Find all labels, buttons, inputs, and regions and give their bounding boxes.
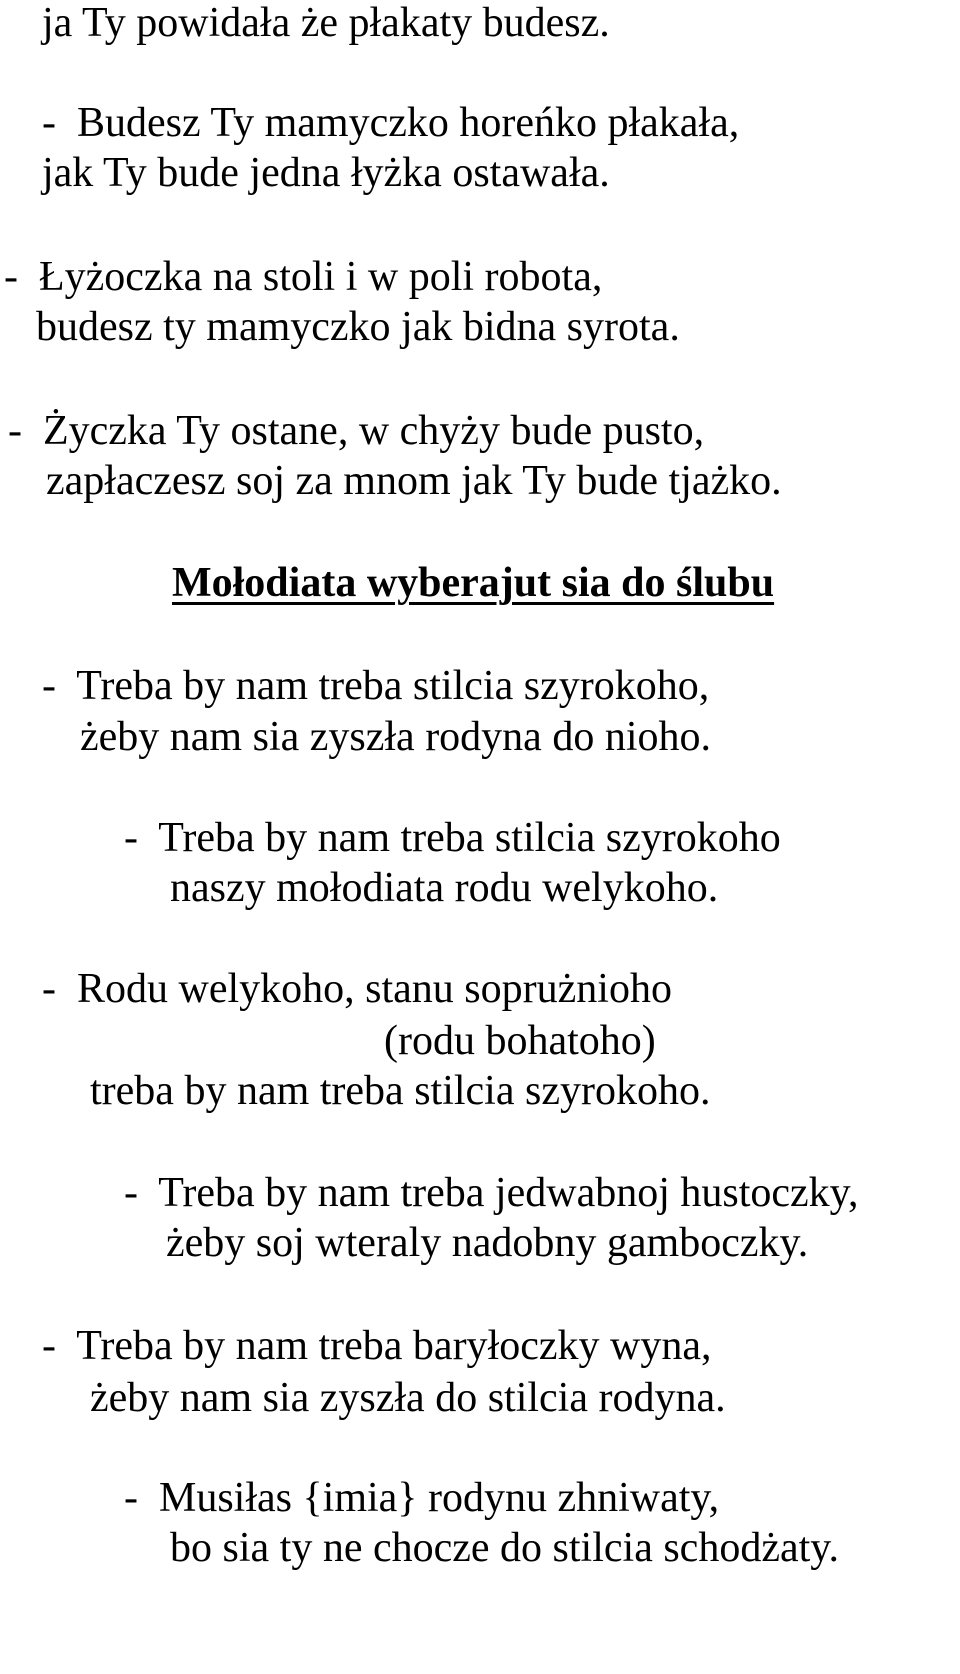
stanza-4-line-2: żeby nam sia zyszła rodyna do nioho. <box>80 714 711 760</box>
stanza-2-line-1: - Łyżoczka na stoli i w poli robota, <box>4 254 603 300</box>
stanza-2-line-2: budesz ty mamyczko jak bidna syrota. <box>36 304 680 350</box>
stanza-5-line-1: - Treba by nam treba stilcia szyrokoho <box>124 815 781 861</box>
stanza-9-line-2: bo sia ty ne chocze do stilcia schodżaty. <box>170 1525 840 1571</box>
section-heading: Mołodiata wyberajut sia do ślubu <box>172 560 775 606</box>
intro-line: ja Ty powidała że płakaty budesz. <box>42 0 610 46</box>
stanza-1-line-2: jak Ty bude jedna łyżka ostawała. <box>42 150 610 196</box>
stanza-5-line-2: naszy mołodiata rodu welykoho. <box>170 865 719 911</box>
stanza-8-line-2: żeby nam sia zyszła do stilcia rodyna. <box>90 1375 726 1421</box>
stanza-7-line-2: żeby soj wteraly nadobny gamboczky. <box>166 1220 809 1266</box>
stanza-9-line-1: - Musiłas {imia} rodynu zhniwaty, <box>124 1475 720 1521</box>
stanza-6-line-2: (rodu bohatoho) <box>384 1018 656 1064</box>
stanza-6-line-1: - Rodu welykoho, stanu soprużnioho <box>42 966 672 1012</box>
stanza-8-line-1: - Treba by nam treba baryłoczky wyna, <box>42 1323 712 1369</box>
stanza-6-line-3: treba by nam treba stilcia szyrokoho. <box>90 1068 711 1114</box>
stanza-3-line-1: - Życzka Ty ostane, w chyży bude pusto, <box>8 408 705 454</box>
stanza-4-line-1: - Treba by nam treba stilcia szyrokoho, <box>42 663 710 709</box>
stanza-3-line-2: zapłaczesz soj za mnom jak Ty bude tjażko. <box>46 458 782 504</box>
stanza-7-line-1: - Treba by nam treba jedwabnoj hustoczky, <box>124 1170 859 1216</box>
stanza-1-line-1: - Budesz Ty mamyczko horeńko płakała, <box>42 100 740 146</box>
